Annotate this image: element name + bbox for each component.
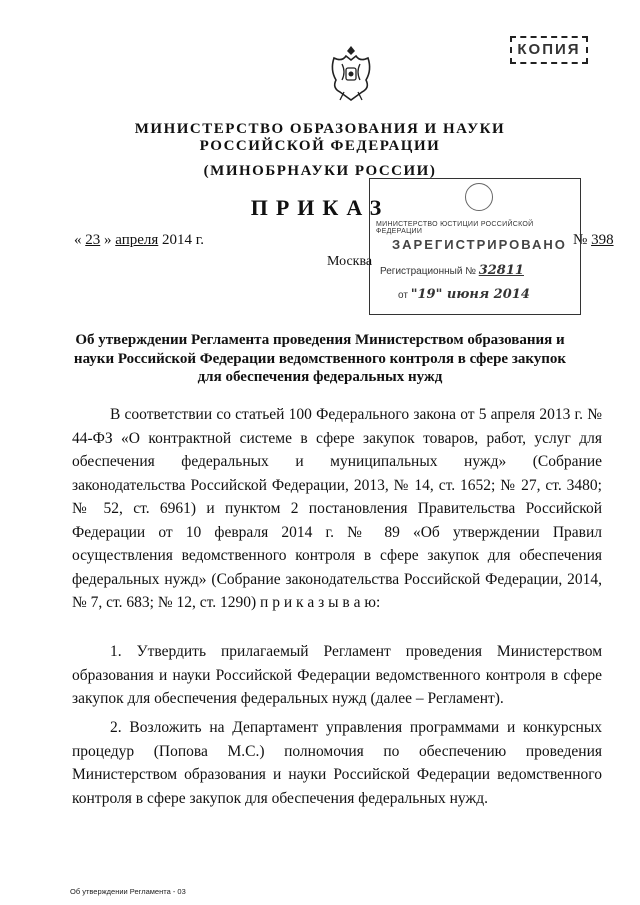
date-day: 23 <box>85 232 101 248</box>
number-value: 398 <box>591 232 614 248</box>
copy-stamp: КОПИЯ <box>510 36 588 64</box>
stamp-date-label: от <box>398 290 408 301</box>
stamp-reg-number <box>380 263 524 278</box>
registration-stamp <box>369 178 581 315</box>
preamble-paragraph: В соответствии со статьей 100 Федерального закона от 5 апреля 2013 г. № 44-ФЗ «О контрактной системе в сфере закупок товаров, работ, услуг для обеспечения федеральных и муниципальных нужд» (Собрание законодательства Российской Федерации, 2013, № 14, ст. 1652; № 27, ст. 3480; № 52, ст. 6961) и пунктом 2 постановления Правительства Российской Федерации от 10 февраля 2014 г. № 89 «Об утверждении Правил осуществления ведомственного контроля в сфере закупок для обеспечения федеральных нужд» (Собрание законодательства Российской Федерации, 2014, № 7, ст. 683; № 12, ст. 1290) п р и к а з ы в а ю: <box>72 406 602 611</box>
document-title: Об утверждении Регламента проведения Министерством образования и науки Российской Федерации ведомственного контроля в сфере закупок для обеспечения федеральных нужд <box>73 332 567 385</box>
clause-1-paragraph: 1. Утвердить прилагаемый Регламент проведения Министерством образования и науки Российской Федерации ведомственного контроля в сфере закупок для обеспечения федеральных нужд (далее – Регламент). <box>72 643 602 707</box>
stamp-ministry-line: МИНИСТЕРСТВО ЮСТИЦИИ РОССИЙСКОЙ ФЕДЕРАЦИИ <box>376 221 534 235</box>
city-label: Москва <box>327 254 373 269</box>
stamp-date-value: "19" июня 2014 <box>410 287 530 302</box>
footer-note: Об утверждении Регламента - 03 <box>70 887 186 896</box>
ministry-name-line1: МИНИСТЕРСТВО ОБРАЗОВАНИЯ И НАУКИ <box>134 121 506 137</box>
stamp-reg-date <box>398 287 530 302</box>
coat-of-arms-emblem <box>328 42 374 104</box>
stamp-reg-label: Регистрационный № <box>380 266 476 277</box>
date-open-quote: « <box>74 232 82 248</box>
date-year: 2014 г. <box>162 232 204 248</box>
date-close-quote: » <box>104 232 112 248</box>
date-month: апреля <box>115 232 159 248</box>
stamp-reg-value: 32811 <box>478 263 524 278</box>
clause-2-paragraph: 2. Возложить на Департамент управления программами и конкурсных процедур (Попова М.С.) полномочия по обеспечению проведения Министерством образования и науки Российской Федерации ведомственного контроля в сфере закупок для обеспечения федеральных нужд. <box>72 719 602 807</box>
stamp-registered-label: ЗАРЕГИСТРИРОВАНО <box>392 237 567 252</box>
stamp-emblem-icon <box>465 183 493 211</box>
order-date <box>74 232 204 249</box>
document-type-heading: ПРИКАЗ <box>250 195 390 220</box>
ministry-short-name: (МИНОБРНАУКИ РОССИИ) <box>203 163 437 179</box>
number-prefix: № <box>573 232 588 248</box>
ministry-name-line2: РОССИЙСКОЙ ФЕДЕРАЦИИ <box>199 138 441 154</box>
